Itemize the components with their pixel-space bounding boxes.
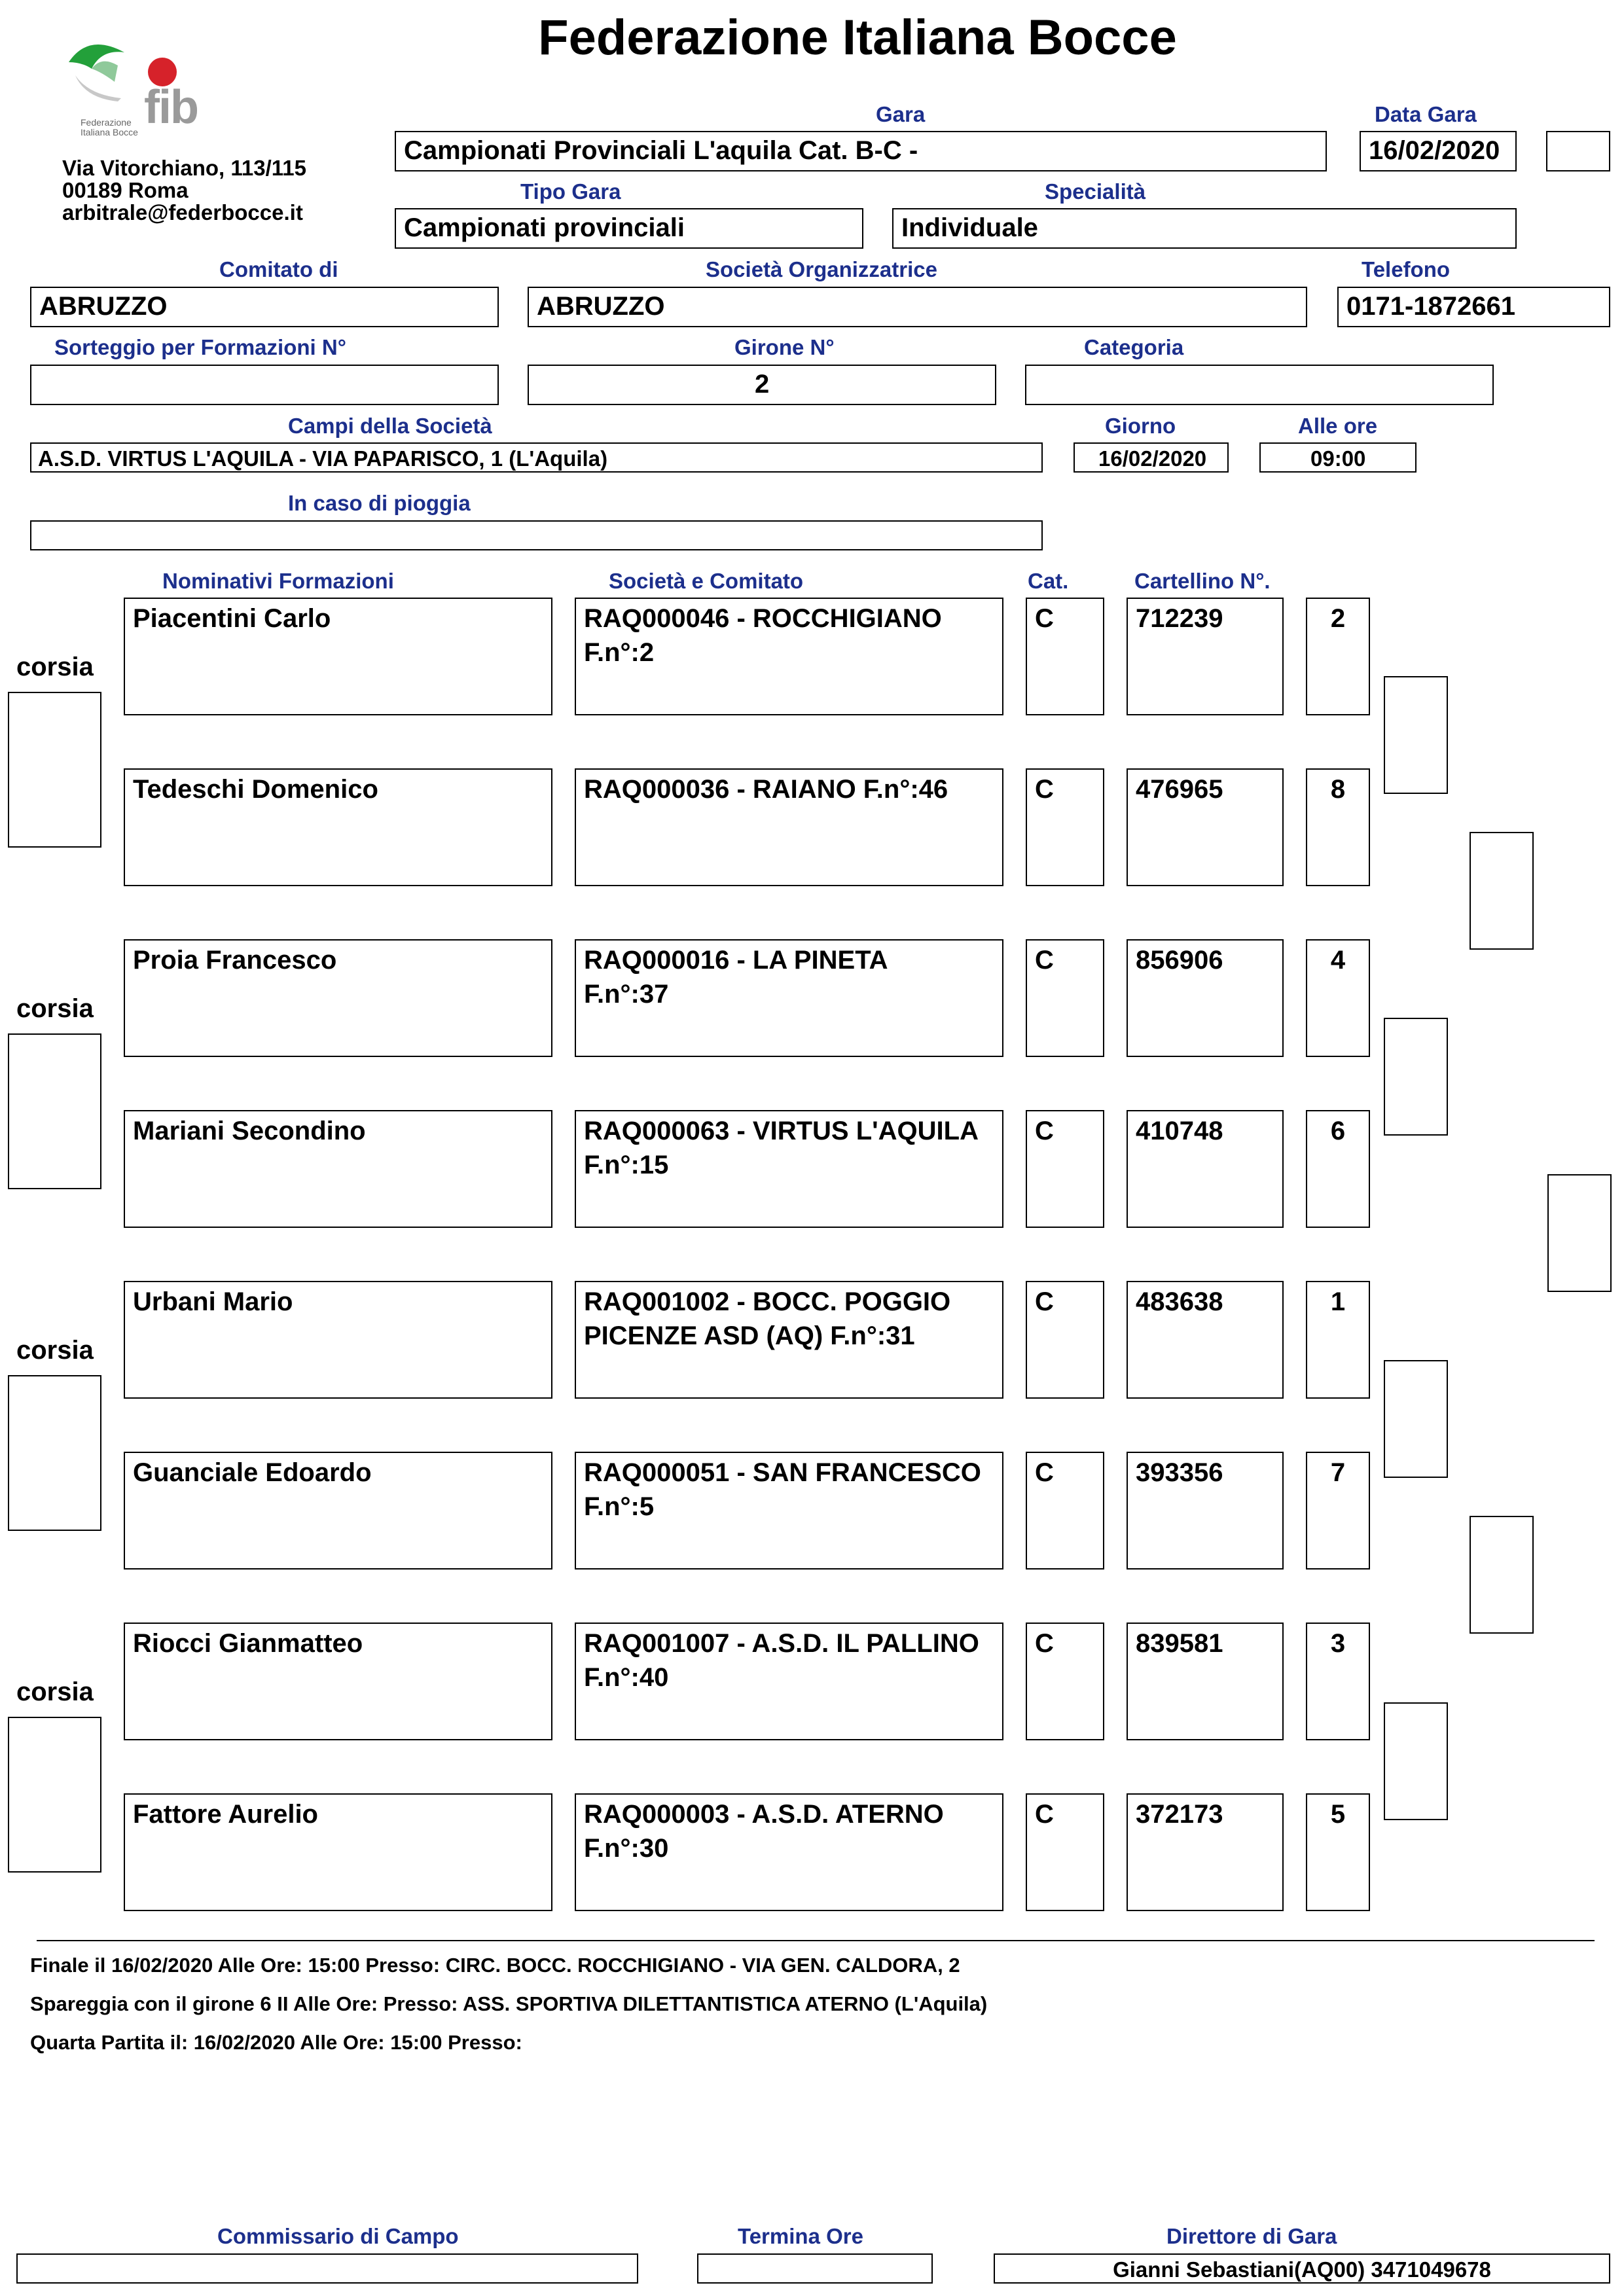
- player-cat-cell[interactable]: [1026, 1452, 1104, 1570]
- commissario-field[interactable]: [16, 2253, 638, 2284]
- page-title: Federazione Italiana Bocce: [538, 10, 1177, 65]
- data-gara-label: Data Gara: [1375, 102, 1477, 126]
- campi-label: Campi della Società: [288, 414, 492, 438]
- email-address: arbitrale@federbocce.it: [62, 200, 303, 224]
- societa-line-1: RAQ001002 - BOCC. POGGIO: [584, 1287, 951, 1316]
- header-cartellino: Cartellino N°.: [1134, 569, 1271, 593]
- commissario-label: Commissario di Campo: [217, 2224, 459, 2248]
- player-cartellino-value: 372173: [1136, 1800, 1223, 1829]
- logo-subtext: Federazione Italiana Bocce: [81, 117, 138, 137]
- address-line-2: 00189 Roma: [62, 178, 189, 202]
- termina-field[interactable]: [697, 2253, 933, 2284]
- direttore-field[interactable]: [994, 2253, 1610, 2284]
- bracket-box[interactable]: [1384, 676, 1448, 794]
- header-nominativi: Nominativi Formazioni: [162, 569, 394, 593]
- societa-line-2: F.n°:30: [584, 1834, 669, 1863]
- corsia-box[interactable]: [8, 1033, 101, 1189]
- alle-ore-field[interactable]: [1259, 442, 1416, 473]
- giorno-field[interactable]: [1074, 442, 1229, 473]
- societa-organizzatrice-label: Società Organizzatrice: [706, 257, 937, 281]
- societa-line-2: F.n°:2: [584, 638, 655, 667]
- player-name-value: Guanciale Edoardo: [133, 1458, 372, 1487]
- player-cat-value: C: [1035, 1287, 1054, 1316]
- player-name-cell[interactable]: [124, 598, 552, 715]
- player-cat-cell[interactable]: [1026, 939, 1104, 1057]
- campi-field[interactable]: [30, 442, 1043, 473]
- corsia-label: corsia: [16, 1336, 94, 1365]
- giorno-label: Giorno: [1105, 414, 1176, 438]
- player-number-cell[interactable]: [1306, 1452, 1370, 1570]
- player-cartellino-value: 483638: [1136, 1287, 1223, 1316]
- header-cat: Cat.: [1028, 569, 1069, 593]
- player-number-cell[interactable]: [1306, 1110, 1370, 1228]
- corsia-box[interactable]: [8, 1717, 101, 1873]
- bracket-box[interactable]: [1384, 1018, 1448, 1136]
- corsia-label: corsia: [16, 653, 94, 681]
- societa-line-2: F.n°:5: [584, 1492, 655, 1521]
- player-cartellino-cell[interactable]: [1127, 768, 1284, 886]
- alle-ore-label: Alle ore: [1298, 414, 1378, 438]
- player-societa-cell[interactable]: [575, 1110, 1003, 1228]
- societa-line-2: F.n°:40: [584, 1663, 669, 1692]
- player-number-cell[interactable]: [1306, 1623, 1370, 1740]
- girone-label: Girone N°: [734, 335, 835, 359]
- player-number-cell[interactable]: [1306, 598, 1370, 715]
- categoria-field[interactable]: [1025, 365, 1494, 405]
- player-name-value: Riocci Gianmatteo: [133, 1629, 363, 1658]
- tipo-gara-value: Campionati provinciali: [404, 213, 685, 242]
- bracket-box[interactable]: [1470, 1516, 1534, 1634]
- player-cartellino-value: 856906: [1136, 946, 1223, 975]
- player-cat-value: C: [1035, 775, 1054, 804]
- comitato-field[interactable]: [30, 287, 499, 327]
- footer-divider: [37, 1940, 1595, 1941]
- societa-line-1: RAQ000046 - ROCCHIGIANO: [584, 604, 942, 633]
- sorteggio-label: Sorteggio per Formazioni N°: [54, 335, 346, 359]
- player-societa-cell[interactable]: [575, 1623, 1003, 1740]
- player-cat-value: C: [1035, 1629, 1054, 1658]
- player-name-value: Tedeschi Domenico: [133, 775, 378, 804]
- player-cartellino-cell[interactable]: [1127, 1793, 1284, 1911]
- player-cartellino-cell[interactable]: [1127, 1281, 1284, 1399]
- societa-organizzatrice-value: ABRUZZO: [537, 292, 665, 321]
- player-name-cell[interactable]: [124, 768, 552, 886]
- specialita-label: Specialità: [1045, 179, 1146, 204]
- player-cartellino-value: 712239: [1136, 604, 1223, 633]
- player-name-value: Mariani Secondino: [133, 1117, 366, 1145]
- bracket-box[interactable]: [1547, 1174, 1612, 1292]
- telefono-value: 0171-1872661: [1346, 292, 1516, 321]
- player-cat-cell[interactable]: [1026, 1110, 1104, 1228]
- player-number-value: 5: [1330, 1800, 1346, 1829]
- player-number-value: 8: [1330, 775, 1346, 804]
- player-cartellino-value: 393356: [1136, 1458, 1223, 1487]
- player-societa-cell[interactable]: [575, 768, 1003, 886]
- corsia-label: corsia: [16, 1677, 94, 1706]
- player-cartellino-cell[interactable]: [1127, 1623, 1284, 1740]
- societa-line-2: F.n°:15: [584, 1151, 669, 1179]
- player-cat-cell[interactable]: [1026, 598, 1104, 715]
- player-number-cell[interactable]: [1306, 1281, 1370, 1399]
- societa-line-1: RAQ000051 - SAN FRANCESCO: [584, 1458, 981, 1487]
- player-societa-cell[interactable]: [575, 1452, 1003, 1570]
- player-societa-cell[interactable]: [575, 939, 1003, 1057]
- bracket-box[interactable]: [1384, 1702, 1448, 1820]
- direttore-value: Gianni Sebastiani(AQ00) 3471049678: [1113, 2257, 1491, 2282]
- campi-value: A.S.D. VIRTUS L'AQUILA - VIA PAPARISCO, 1 (L'Aquila): [38, 446, 608, 471]
- corsia-box[interactable]: [8, 692, 101, 848]
- telefono-field[interactable]: [1337, 287, 1610, 327]
- player-number-value: 4: [1330, 946, 1346, 975]
- comitato-label: Comitato di: [219, 257, 338, 281]
- player-name-cell[interactable]: [124, 1281, 552, 1399]
- girone-field[interactable]: [528, 365, 996, 405]
- data-gara-field[interactable]: [1360, 131, 1517, 171]
- player-name-value: Proia Francesco: [133, 946, 337, 975]
- player-cat-cell[interactable]: [1026, 1623, 1104, 1740]
- specialita-field[interactable]: [892, 208, 1517, 249]
- societa-line-1: RAQ000003 - A.S.D. ATERNO: [584, 1800, 944, 1829]
- bracket-box[interactable]: [1384, 1360, 1448, 1478]
- player-societa-cell[interactable]: [575, 1793, 1003, 1911]
- player-name-cell[interactable]: [124, 1110, 552, 1228]
- player-number-value: 2: [1330, 604, 1346, 633]
- societa-line-2: PICENZE ASD (AQ) F.n°:31: [584, 1321, 915, 1350]
- player-cat-value: C: [1035, 1117, 1054, 1145]
- girone-value: 2: [755, 370, 770, 399]
- address-line-1: Via Vitorchiano, 113/115: [62, 156, 307, 180]
- player-cat-cell[interactable]: [1026, 1793, 1104, 1911]
- player-number-value: 6: [1330, 1117, 1346, 1145]
- player-cartellino-value: 410748: [1136, 1117, 1223, 1145]
- player-cartellino-value: 839581: [1136, 1629, 1223, 1658]
- spareggia-line: Spareggia con il girone 6 II Alle Ore: Presso: ASS. SPORTIVA DILETTANTISTICA ATERNO (L'Aquila): [30, 1992, 988, 2015]
- player-number-value: 7: [1330, 1458, 1346, 1487]
- player-name-value: Fattore Aurelio: [133, 1800, 318, 1829]
- header-societa: Società e Comitato: [609, 569, 804, 593]
- pioggia-field[interactable]: [30, 520, 1043, 550]
- player-cartellino-cell[interactable]: [1127, 1452, 1284, 1570]
- societa-line-1: RAQ000063 - VIRTUS L'AQUILA: [584, 1117, 979, 1145]
- player-cat-value: C: [1035, 946, 1054, 975]
- quarta-line: Quarta Partita il: 16/02/2020 Alle Ore: 15:00 Presso:: [30, 2031, 522, 2054]
- specialita-value: Individuale: [901, 213, 1038, 242]
- alle-ore-value: 09:00: [1310, 446, 1366, 471]
- pioggia-label: In caso di pioggia: [288, 491, 471, 515]
- comitato-value: ABRUZZO: [39, 292, 168, 321]
- player-cat-cell[interactable]: [1026, 1281, 1104, 1399]
- corsia-label: corsia: [16, 994, 94, 1023]
- societa-line-1: RAQ001007 - A.S.D. IL PALLINO: [584, 1629, 979, 1658]
- player-number-cell[interactable]: [1306, 939, 1370, 1057]
- bracket-box[interactable]: [1470, 832, 1534, 950]
- player-cartellino-cell[interactable]: [1127, 598, 1284, 715]
- player-cat-value: C: [1035, 1458, 1054, 1487]
- extra-field[interactable]: [1546, 131, 1610, 171]
- giorno-value: 16/02/2020: [1098, 446, 1207, 471]
- gara-value: Campionati Provinciali L'aquila Cat. B-C -: [404, 136, 918, 165]
- societa-line-1: RAQ000036 - RAIANO F.n°:46: [584, 775, 948, 804]
- player-number-cell[interactable]: [1306, 1793, 1370, 1911]
- player-cat-cell[interactable]: [1026, 768, 1104, 886]
- player-name-value: Piacentini Carlo: [133, 604, 331, 633]
- player-cartellino-cell[interactable]: [1127, 1110, 1284, 1228]
- player-number-value: 1: [1330, 1287, 1346, 1316]
- tipo-gara-label: Tipo Gara: [520, 179, 621, 204]
- player-name-cell[interactable]: [124, 1452, 552, 1570]
- societa-organizzatrice-field[interactable]: [528, 287, 1307, 327]
- gara-field[interactable]: [395, 131, 1327, 171]
- player-cat-value: C: [1035, 604, 1054, 633]
- player-name-value: Urbani Mario: [133, 1287, 293, 1316]
- data-gara-value: 16/02/2020: [1369, 136, 1500, 165]
- sorteggio-field[interactable]: [30, 365, 499, 405]
- termina-label: Termina Ore: [738, 2224, 863, 2248]
- player-cartellino-value: 476965: [1136, 775, 1223, 804]
- player-cartellino-cell[interactable]: [1127, 939, 1284, 1057]
- gara-label: Gara: [876, 102, 926, 126]
- player-number-cell[interactable]: [1306, 768, 1370, 886]
- finale-line: Finale il 16/02/2020 Alle Ore: 15:00 Presso: CIRC. BOCC. ROCCHIGIANO - VIA GEN. CALDORA, 2: [30, 1954, 960, 1977]
- societa-line-1: RAQ000016 - LA PINETA: [584, 946, 888, 975]
- tipo-gara-field[interactable]: [395, 208, 863, 249]
- player-cat-value: C: [1035, 1800, 1054, 1829]
- corsia-box[interactable]: [8, 1375, 101, 1531]
- telefono-label: Telefono: [1362, 257, 1451, 281]
- player-societa-cell[interactable]: [575, 598, 1003, 715]
- player-number-value: 3: [1330, 1629, 1346, 1658]
- categoria-label: Categoria: [1084, 335, 1184, 359]
- player-name-cell[interactable]: [124, 1793, 552, 1911]
- societa-line-2: F.n°:37: [584, 980, 669, 1009]
- player-name-cell[interactable]: [124, 1623, 552, 1740]
- player-societa-cell[interactable]: [575, 1281, 1003, 1399]
- player-name-cell[interactable]: [124, 939, 552, 1057]
- direttore-label: Direttore di Gara: [1166, 2224, 1337, 2248]
- logo-wordmark: fib: [144, 81, 198, 134]
